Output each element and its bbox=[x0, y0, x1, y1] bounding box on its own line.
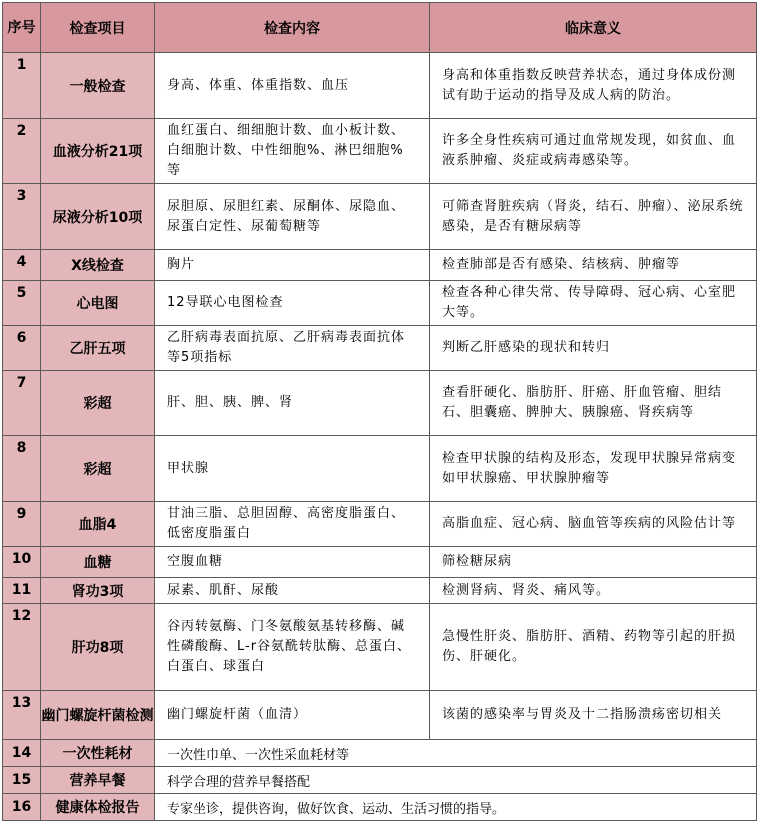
table-row bbox=[3, 691, 757, 740]
row-index: 2 bbox=[3, 119, 41, 184]
row-item: X线检查 bbox=[41, 250, 155, 281]
row-item: 幽门螺旋杆菌检测 bbox=[41, 691, 155, 740]
table-row bbox=[3, 604, 757, 691]
row-item: 肾功3项 bbox=[41, 578, 155, 604]
header-item: 检查项目 bbox=[41, 3, 155, 53]
row-content: 谷丙转氨酶、门冬氨酸氨基转移酶、碱性磷酸酶、L-r谷氨酰转肽酶、总蛋白、白蛋白、球蛋白 bbox=[155, 604, 430, 691]
row-content: 胸片 bbox=[155, 250, 430, 281]
row-content: 幽门螺旋杆菌（血清） bbox=[155, 691, 430, 740]
row-content: 科学合理的营养早餐搭配 bbox=[155, 767, 757, 794]
row-index: 5 bbox=[3, 281, 41, 326]
table-row bbox=[3, 119, 757, 184]
row-item: 血糖 bbox=[41, 547, 155, 578]
row-content: 乙肝病毒表面抗原、乙肝病毒表面抗体等5项指标 bbox=[155, 326, 430, 371]
row-index: 10 bbox=[3, 547, 41, 578]
row-meaning: 检测肾病、肾炎、痛风等。 bbox=[430, 578, 757, 604]
row-item: 乙肝五项 bbox=[41, 326, 155, 371]
row-content: 专家坐诊，提供咨询，做好饮食、运动、生活习惯的指导。 bbox=[155, 794, 757, 821]
row-index: 13 bbox=[3, 691, 41, 740]
table-row bbox=[3, 436, 757, 502]
row-content: 身高、体重、体重指数、血压 bbox=[155, 53, 430, 119]
row-meaning: 检查各种心律失常、传导障碍、冠心病、心室肥大等。 bbox=[430, 281, 757, 326]
row-item: 彩超 bbox=[41, 436, 155, 502]
row-content: 空腹血糖 bbox=[155, 547, 430, 578]
row-item: 心电图 bbox=[41, 281, 155, 326]
row-index: 4 bbox=[3, 250, 41, 281]
table-row bbox=[3, 767, 757, 794]
row-item: 血液分析21项 bbox=[41, 119, 155, 184]
table-row bbox=[3, 281, 757, 326]
row-content: 血红蛋白、细细胞计数、血小板计数、白细胞计数、中性细胞%、淋巴细胞%等 bbox=[155, 119, 430, 184]
row-meaning: 急慢性肝炎、脂肪肝、酒精、药物等引起的肝损伤、肝硬化。 bbox=[430, 604, 757, 691]
row-meaning: 筛检糖尿病 bbox=[430, 547, 757, 578]
row-meaning: 判断乙肝感染的现状和转归 bbox=[430, 326, 757, 371]
row-item: 一般检查 bbox=[41, 53, 155, 119]
row-index: 6 bbox=[3, 326, 41, 371]
row-meaning: 许多全身性疾病可通过血常规发现，如贫血、血液系肿瘤、炎症或病毒感染等。 bbox=[430, 119, 757, 184]
row-item: 一次性耗材 bbox=[41, 740, 155, 767]
health-checkup-table bbox=[2, 2, 757, 821]
row-content: 甘油三脂、总胆固醇、高密度脂蛋白、低密度脂蛋白 bbox=[155, 502, 430, 547]
row-index: 9 bbox=[3, 502, 41, 547]
table-row bbox=[3, 326, 757, 371]
table-row bbox=[3, 794, 757, 821]
row-meaning: 检查甲状腺的结构及形态，发现甲状腺异常病变如甲状腺癌、甲状腺肿瘤等 bbox=[430, 436, 757, 502]
row-index: 16 bbox=[3, 794, 41, 821]
row-index: 15 bbox=[3, 767, 41, 794]
table-row bbox=[3, 578, 757, 604]
table-row bbox=[3, 184, 757, 250]
row-meaning: 该菌的感染率与胃炎及十二指肠溃疡密切相关 bbox=[430, 691, 757, 740]
row-item: 血脂4 bbox=[41, 502, 155, 547]
row-index: 7 bbox=[3, 371, 41, 436]
row-index: 8 bbox=[3, 436, 41, 502]
table-row bbox=[3, 250, 757, 281]
row-index: 3 bbox=[3, 184, 41, 250]
row-meaning: 可筛查肾脏疾病（肾炎，结石、肿瘤）、泌尿系统感染，是否有糖尿病等 bbox=[430, 184, 757, 250]
row-meaning: 检查肺部是否有感染、结核病、肿瘤等 bbox=[430, 250, 757, 281]
row-meaning: 身高和体重指数反映营养状态，通过身体成份测试有助于运动的指导及成人病的防治。 bbox=[430, 53, 757, 119]
row-index: 11 bbox=[3, 578, 41, 604]
table-row bbox=[3, 547, 757, 578]
row-content: 甲状腺 bbox=[155, 436, 430, 502]
table-row bbox=[3, 371, 757, 436]
row-item: 肝功8项 bbox=[41, 604, 155, 691]
row-content: 12导联心电图检查 bbox=[155, 281, 430, 326]
table-row bbox=[3, 53, 757, 119]
header-content: 检查内容 bbox=[155, 3, 430, 53]
header-meaning: 临床意义 bbox=[430, 3, 757, 53]
row-index: 14 bbox=[3, 740, 41, 767]
row-item: 健康体检报告 bbox=[41, 794, 155, 821]
row-content: 肝、胆、胰、脾、肾 bbox=[155, 371, 430, 436]
header-index: 序号 bbox=[3, 3, 41, 53]
row-index: 1 bbox=[3, 53, 41, 119]
row-item: 尿液分析10项 bbox=[41, 184, 155, 250]
row-item: 彩超 bbox=[41, 371, 155, 436]
table-row bbox=[3, 740, 757, 767]
row-meaning: 高脂血症、冠心病、脑血管等疾病的风险估计等 bbox=[430, 502, 757, 547]
header-row bbox=[3, 3, 757, 53]
table-row bbox=[3, 502, 757, 547]
row-meaning: 查看肝硬化、脂肪肝、肝癌、肝血管瘤、胆结石、胆囊癌、脾肿大、胰腺癌、肾疾病等 bbox=[430, 371, 757, 436]
row-item: 营养早餐 bbox=[41, 767, 155, 794]
row-content: 一次性巾单、一次性采血耗材等 bbox=[155, 740, 757, 767]
row-content: 尿素、肌酐、尿酸 bbox=[155, 578, 430, 604]
row-index: 12 bbox=[3, 604, 41, 691]
row-content: 尿胆原、尿胆红素、尿酮体、尿隐血、尿蛋白定性、尿葡萄糖等 bbox=[155, 184, 430, 250]
